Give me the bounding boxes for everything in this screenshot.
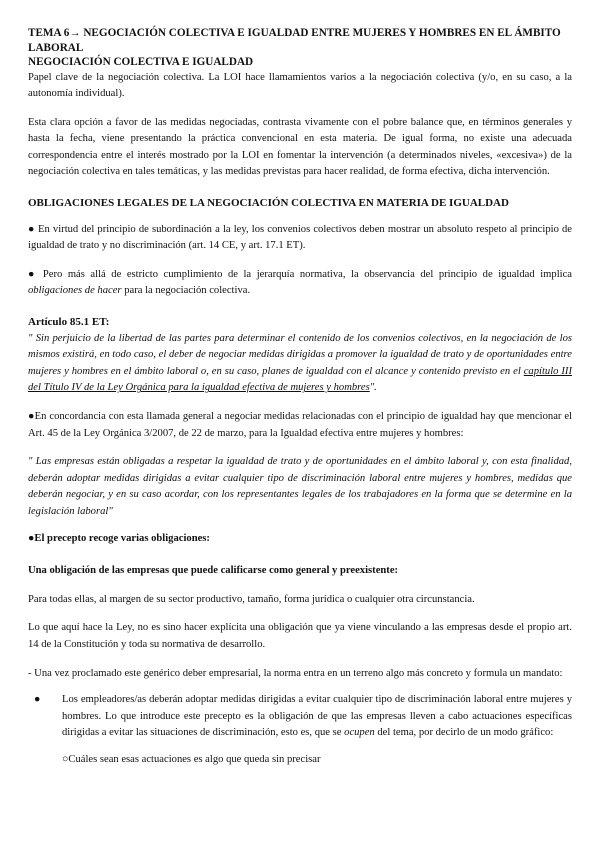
bullet-icon: ●: [34, 694, 41, 706]
intro-paragraph-1: Papel clave de la negociación colectiva. La LOI hace llamamientos varios a la negociación colectiva (y/o, en su caso, a la autonomía individual).: [28, 71, 572, 100]
obligations-subheading: Una obligación de las empresas que puede calificarse como general y preexistente:: [28, 565, 399, 577]
article-quote-text: " Sin perjuicio de la libertad de las partes para determinar el contenido de los convenios colectivos, en la negociación de los mismos existirá, en todo caso, el deber de negociar medidas dirigidas a promover la igualdad de trato y de oportunidades entre mujeres y hombres en el ámbito laboral o, en su caso, planes de igualdad con el alcance y contenido previsto en el: [28, 332, 572, 377]
article-quote: [28, 331, 572, 397]
document-subtitle: NEGOCIACIÓN COLECTIVA E IGUALDAD: [28, 56, 254, 68]
bullet-obligaciones-hacer-end: para la negociación colectiva.: [121, 285, 251, 297]
obligaciones-hacer-emphasis: obligaciones de hacer: [28, 285, 122, 297]
bullet-subordinacion: ● En virtud del principio de subordinación a la ley, los convenios colectivos deben mostrar un absoluto respeto al principio de igualdad de trato y no discriminación (art. 14 CE, y art. 17.1 ET).: [28, 223, 572, 252]
obligations-heading: ●El precepto recoge varias obligaciones:: [28, 532, 210, 544]
bullet-obligaciones-hacer: [28, 267, 572, 300]
article-quote-end: ".: [369, 382, 377, 394]
list-item-text: Los empleadores/as deberán adoptar medidas dirigidas a evitar cualquier tipo de discriminación laboral entre mujeres y hombres. Lo que introduce este precepto es la obligación de que las empresas lleven a cabo actuaciones específicas dirigidas a evitar las situaciones de discriminación, esto es, que se: [62, 694, 572, 739]
mandate-list: [28, 692, 572, 742]
obligations-paragraph-2: Lo que aquí hace la Ley, no es sino hacer explícita una obligación que ya viene vinculando a las empresas desde el propio art. 14 de la Constitución y toda su normativa de desarrollo.: [28, 622, 572, 650]
concordance-quote: " Las empresas están obligadas a respetar la igualdad de trato y de oportunidades en el ámbito laboral y, con esta finalidad, deberán adoptar medidas dirigidas a evitar cualquier tipo de discriminación laboral entre mujeres y hombres, medidas que deberán negociar, y en su caso acordar, con los representantes legales de los trabajadores en la forma que se determine en la legislación laboral": [28, 456, 572, 517]
list-item: [28, 692, 572, 742]
concordance-paragraph: ●En concordancia con esta llamada general a negociar medidas relacionadas con el principio de igualdad hay que mencionar el Art. 45 de la Ley Orgánica 3/2007, de 22 de marzo, para la Igualdad efectiva entre mujeres y hombres:: [28, 411, 572, 439]
list-item-end: del tema, por decirlo de un modo gráfico:: [374, 727, 554, 739]
obligations-paragraph-1: Para todas ellas, al margen de su sector productivo, tamaño, forma jurídica o cualquier otra circunstancia.: [28, 593, 475, 605]
sub-list-item: ○Cuáles sean esas actuaciones es algo que queda sin precisar: [62, 753, 321, 765]
obligations-paragraph-3: - Una vez proclamado este genérico deber empresarial, la norma entra en un terreno algo más concreto y formula un mandato:: [28, 667, 563, 679]
document-title: TEMA 6→ NEGOCIACIÓN COLECTIVA E IGUALDAD ENTRE MUJERES Y HOMBRES EN EL ÁMBITO LABORAL: [28, 27, 561, 54]
bullet-obligaciones-hacer-text: ● Pero más allá de estricto cumplimiento de la jerarquía normativa, la observancia del principio de igualdad implica: [28, 268, 572, 280]
intro-paragraph-2: Esta clara opción a favor de las medidas negociadas, contrasta vivamente con el pobre balance que, en términos generales y hasta la fecha, viene presentando la práctica convencional en esta materia. De igual forma, no existe una adecuada correspondencia entre el interés mostrado por la LOI en fomentar la intervención (a determinados niveles, «excesiva») de la negociación colectiva en tales temáticas, y las medidas previstas para hacer realidad, de forma efectiva, dicha intervención.: [28, 116, 572, 178]
article-quote-link[interactable]: capítulo III del Título IV de la Ley Orgánica para la igualdad efectiva de mujeres y hombres: [28, 365, 572, 394]
article-heading: Artículo 85.1 ET:: [28, 316, 110, 329]
section-heading-obligaciones: OBLIGACIONES LEGALES DE LA NEGOCIACIÓN COLECTIVA EN MATERIA DE IGUALDAD: [28, 197, 509, 210]
ocupen-emphasis: ocupen: [344, 727, 375, 739]
